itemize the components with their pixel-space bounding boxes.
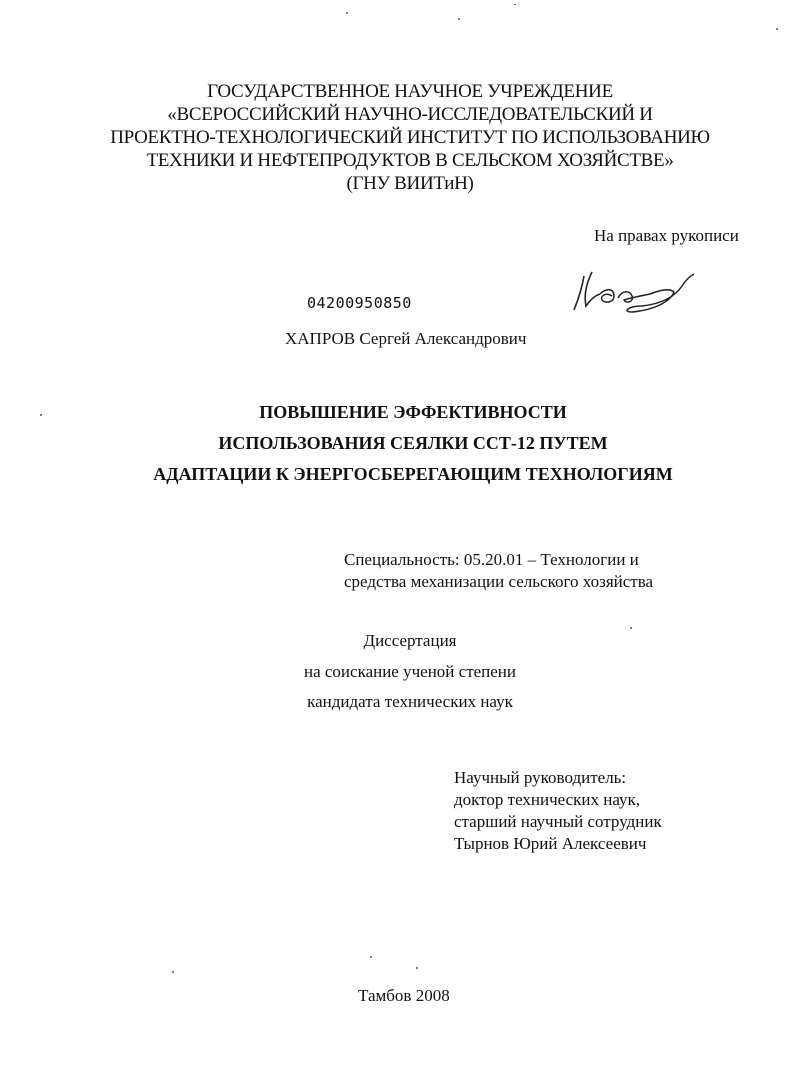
- institution-line-2: «ВСЕРОССИЙСКИЙ НАУЧНО-ИССЛЕДОВАТЕЛЬСКИЙ И: [167, 104, 653, 125]
- scan-speck: [416, 967, 418, 969]
- institution-header: [100, 80, 720, 195]
- institution-line-1: ГОСУДАРСТВЕННОЕ НАУЧНОЕ УЧРЕЖДЕНИЕ: [207, 81, 613, 102]
- scan-speck: [630, 627, 632, 629]
- city-year: Тамбов 2008: [358, 986, 450, 1005]
- scan-speck: [514, 4, 516, 5]
- author-name: ХАПРОВ Сергей Александрович: [285, 329, 527, 348]
- scan-speck: [40, 414, 42, 416]
- title-line-3: АДАПТАЦИИ К ЭНЕРГОСБЕРЕГАЮЩИМ ТЕХНОЛОГИЯМ: [153, 464, 673, 484]
- scan-speck: [370, 956, 372, 958]
- title-line-2: ИСПОЛЬЗОВАНИЯ СЕЯЛКИ ССТ-12 ПУТЕМ: [218, 433, 608, 453]
- institution-line-4: ТЕХНИКИ И НЕФТЕПРОДУКТОВ В СЕЛЬСКОМ ХОЗЯЙСТВЕ»: [146, 150, 674, 171]
- supervisor-line-1: Научный руководитель:: [454, 768, 627, 787]
- title-line-1: ПОВЫШЕНИЕ ЭФФЕКТИВНОСТИ: [259, 402, 567, 422]
- degree-line-2: на соискание ученой степени: [303, 662, 517, 681]
- supervisor-line-3: старший научный сотрудник: [454, 812, 662, 831]
- degree-line-1: Диссертация: [363, 631, 457, 650]
- specialty-block: [344, 549, 653, 593]
- manuscript-rights-note: На правах рукописи: [594, 226, 739, 245]
- specialty-line-2: средства механизации сельского хозяйства: [344, 572, 654, 591]
- supervisor-line-4: Тырнов Юрий Алексеевич: [454, 834, 647, 853]
- specialty-line-1: Специальность: 05.20.01 – Технологии и: [344, 550, 639, 569]
- scan-speck: [172, 971, 174, 973]
- degree-line-3: кандидата технических наук: [307, 692, 513, 711]
- supervisor-line-2: доктор технических наук,: [454, 790, 641, 809]
- institution-line-3: ПРОЕКТНО-ТЕХНОЛОГИЧЕСКИЙ ИНСТИТУТ ПО ИСПОЛЬЗОВАНИЮ: [110, 127, 710, 148]
- supervisor-block: [454, 767, 662, 855]
- institution-line-5: (ГНУ ВИИТиН): [346, 173, 474, 194]
- scan-speck: [776, 28, 778, 30]
- dissertation-title: [100, 397, 726, 490]
- registry-code: 04200950850: [307, 294, 412, 312]
- scan-speck: [458, 18, 460, 20]
- scan-speck: [346, 12, 348, 14]
- handwritten-signature: [570, 266, 700, 322]
